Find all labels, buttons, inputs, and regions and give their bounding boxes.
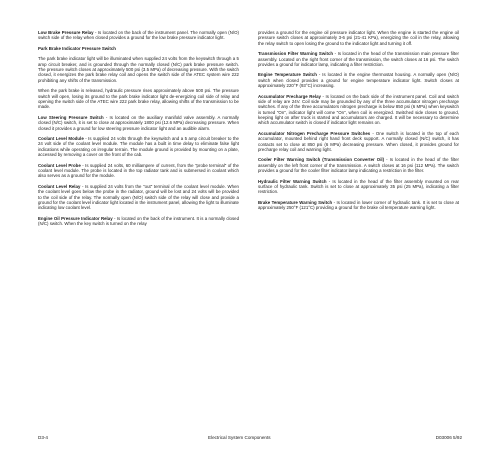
cooler-filter-warning-paragraph: Cooler Filter Warning Switch (Transmission Converter Oil) - Is located in the head of the filter assembly on the left front corner of the transmission. A switch closes at 16 psi (112 MPa). The switch provides a ground for the cooler filter indicator lamp indicating a restriction in the filter. — [258, 157, 459, 174]
coolant-level-relay-paragraph: Coolant Level Relay - Is supplied 24 volts from the "out" terminal of the coolant level module. When the coolant level goes below the probe in the radiator, ground will be lost and 24 volts will be provided to the coil side of the relay. The normally open (N/O) switch side of the relay will close and provide a ground for the coolant level indicator light located in the instrument panel, allowing the light to illuminate indicating low coolant level. — [38, 183, 239, 211]
coolant-level-probe-paragraph: Coolant Level Probe - Is supplied 24 volts, 60 milliampere of current, from the "probe terminal" of the coolant level module. The probe is located in the top radiator tank and is submersed in coolant which also serves as a ground for the module. — [38, 162, 239, 179]
brake-temperature-warning-paragraph: Brake Temperature Warning Switch - Is located in lower corner of hydraulic tank. It is set to close at approximately 250°F (121°C) providing a ground for the brake oil temperature warning light. — [258, 199, 459, 211]
coolant-level-module-paragraph: Coolant Level Module - Is supplied 24 volts through the keyswitch and a 5 amp circuit breaker to the 24 volt side of the coolant level module. The module has a built in time delay to eliminate false light indications while operating on irregular terrain. The module ground is provided by mounting on a plate, accessed by removing a cover on the front of the cab. — [38, 136, 239, 158]
park-brake-paragraph-1: The park brake indicator light will be illuminated when supplied 24 volts from the keyswitch through a 5 amp circuit breaker, and is grounded through the normally closed (N/C) park brake pressure switch. The pressure switch closes at approximately 500 psi (3.5 MPa) of decreasing pressure. With the switch closed, it energizes the park brake relay coil and opens the switch side of the ATEC system wire 222 prohibiting any shifts of the transmission. — [38, 56, 239, 83]
engine-oil-continuation-paragraph: provides a ground for the engine oil pressure indicator light. When the engine is started the engine oil pressure switch closes at approximately 3-6 psi (21-41 KPa), energizing the coil in the relay, allowing the relay switch to open losing the ground to the indicator light and turning it off. — [258, 30, 459, 46]
park-brake-subheading: Park Brake Indicator Pressure Switch — [38, 45, 116, 51]
document-code: D03006 5/92 — [435, 435, 462, 440]
low-brake-pressure-relay-paragraph: Low Brake Pressure Relay - Is located on the back of the instrument panel. The normally open (N/O) switch side of the relay when closed provides a ground for the low brake pressure indicator light. — [38, 30, 239, 41]
left-column — [38, 30, 239, 232]
transmission-filter-warning-paragraph: Transmission Filter Warning Switch - Is located in the head of the transmission main pressure filter assembly. Located on the right front corner of the transmission, the switch closes at 16 psi. The switch provides a ground for indicator lamp, indicating a filter restriction. — [258, 51, 460, 67]
engine-oil-pressure-relay-paragraph: Engine Oil Pressure Indicator Relay - Is located on the back of the instrument. It is a normally closed (N/C) switch. When the key switch is turned on the relay — [38, 215, 240, 227]
section-title: Electrical System Components — [208, 435, 271, 440]
page-footer — [38, 435, 462, 443]
page-number: D3-4 — [38, 435, 48, 440]
accumulator-precharge-relay-paragraph: Accumulator Precharge Relay - Is located on the back side of the instrument panel. Coil and switch side of relay are 24V. Coil side may be grounded by any of the three accumulator nitrogen precharge switches. If any of the three accumulators nitrogen precharge is below 850 psi (6 MPa) when keyswitch is turned "On", indicator light will come "On", when coil is energized. Switched side closes to ground, keeping light on after truck is started and accumulators are charged. It will be necessary to determine which accumulator switch is closed if indicator light remains on. — [258, 93, 460, 126]
engine-temperature-switch-paragraph: Engine Temperature Switch - Is located in the engine thermostat housing. A normally open (N/O) switch when closed provides a ground for engine temperature indicator light. Switch closes at approximately 220°F (93°C) increasing. — [258, 72, 459, 89]
park-brake-paragraph-2: When the park brake is released, hydraulic pressure rises approximately above 500 psi. The pressure switch will open, losing its ground to the park brake indicator light de-energizing coil side of relay and opening the switch side of the ATEC wire 222 park brake relay, allowing shifts of the transmission to be made. — [38, 88, 239, 110]
low-steering-pressure-paragraph: Low Steering Pressure Switch - Is located on the auxiliary manifold valve assembly. A normally closed (N/C) switch, it is set to close at approximately 1800 psi (12.6 MPa) decreasing pressure. When closed it provides a ground for low steering pressure indicator light and an audible alarm. — [38, 114, 239, 131]
right-column — [258, 30, 459, 216]
accumulator-nitrogen-switches-paragraph: Accumulator Nitrogen Precharge Pressure Switches - One switch is located in the top of each accumulator, mounted behind right hand front deck support. A normally closed (N/C) switch, it has contacts set to close at 850 psi (6 MPa) decreasing pressure. When closed, it provides ground for precharge relay coil and warning light. — [258, 130, 459, 152]
document-page — [38, 30, 462, 428]
hydraulic-filter-warning-paragraph: Hydraulic Filter Warning Switch - Is located in the head of the filter assembly mounted on rear surface of hydraulic tank. Switch is set to close at approximately 35 psi (25 MPa), indicating a filter restriction. — [258, 178, 459, 195]
